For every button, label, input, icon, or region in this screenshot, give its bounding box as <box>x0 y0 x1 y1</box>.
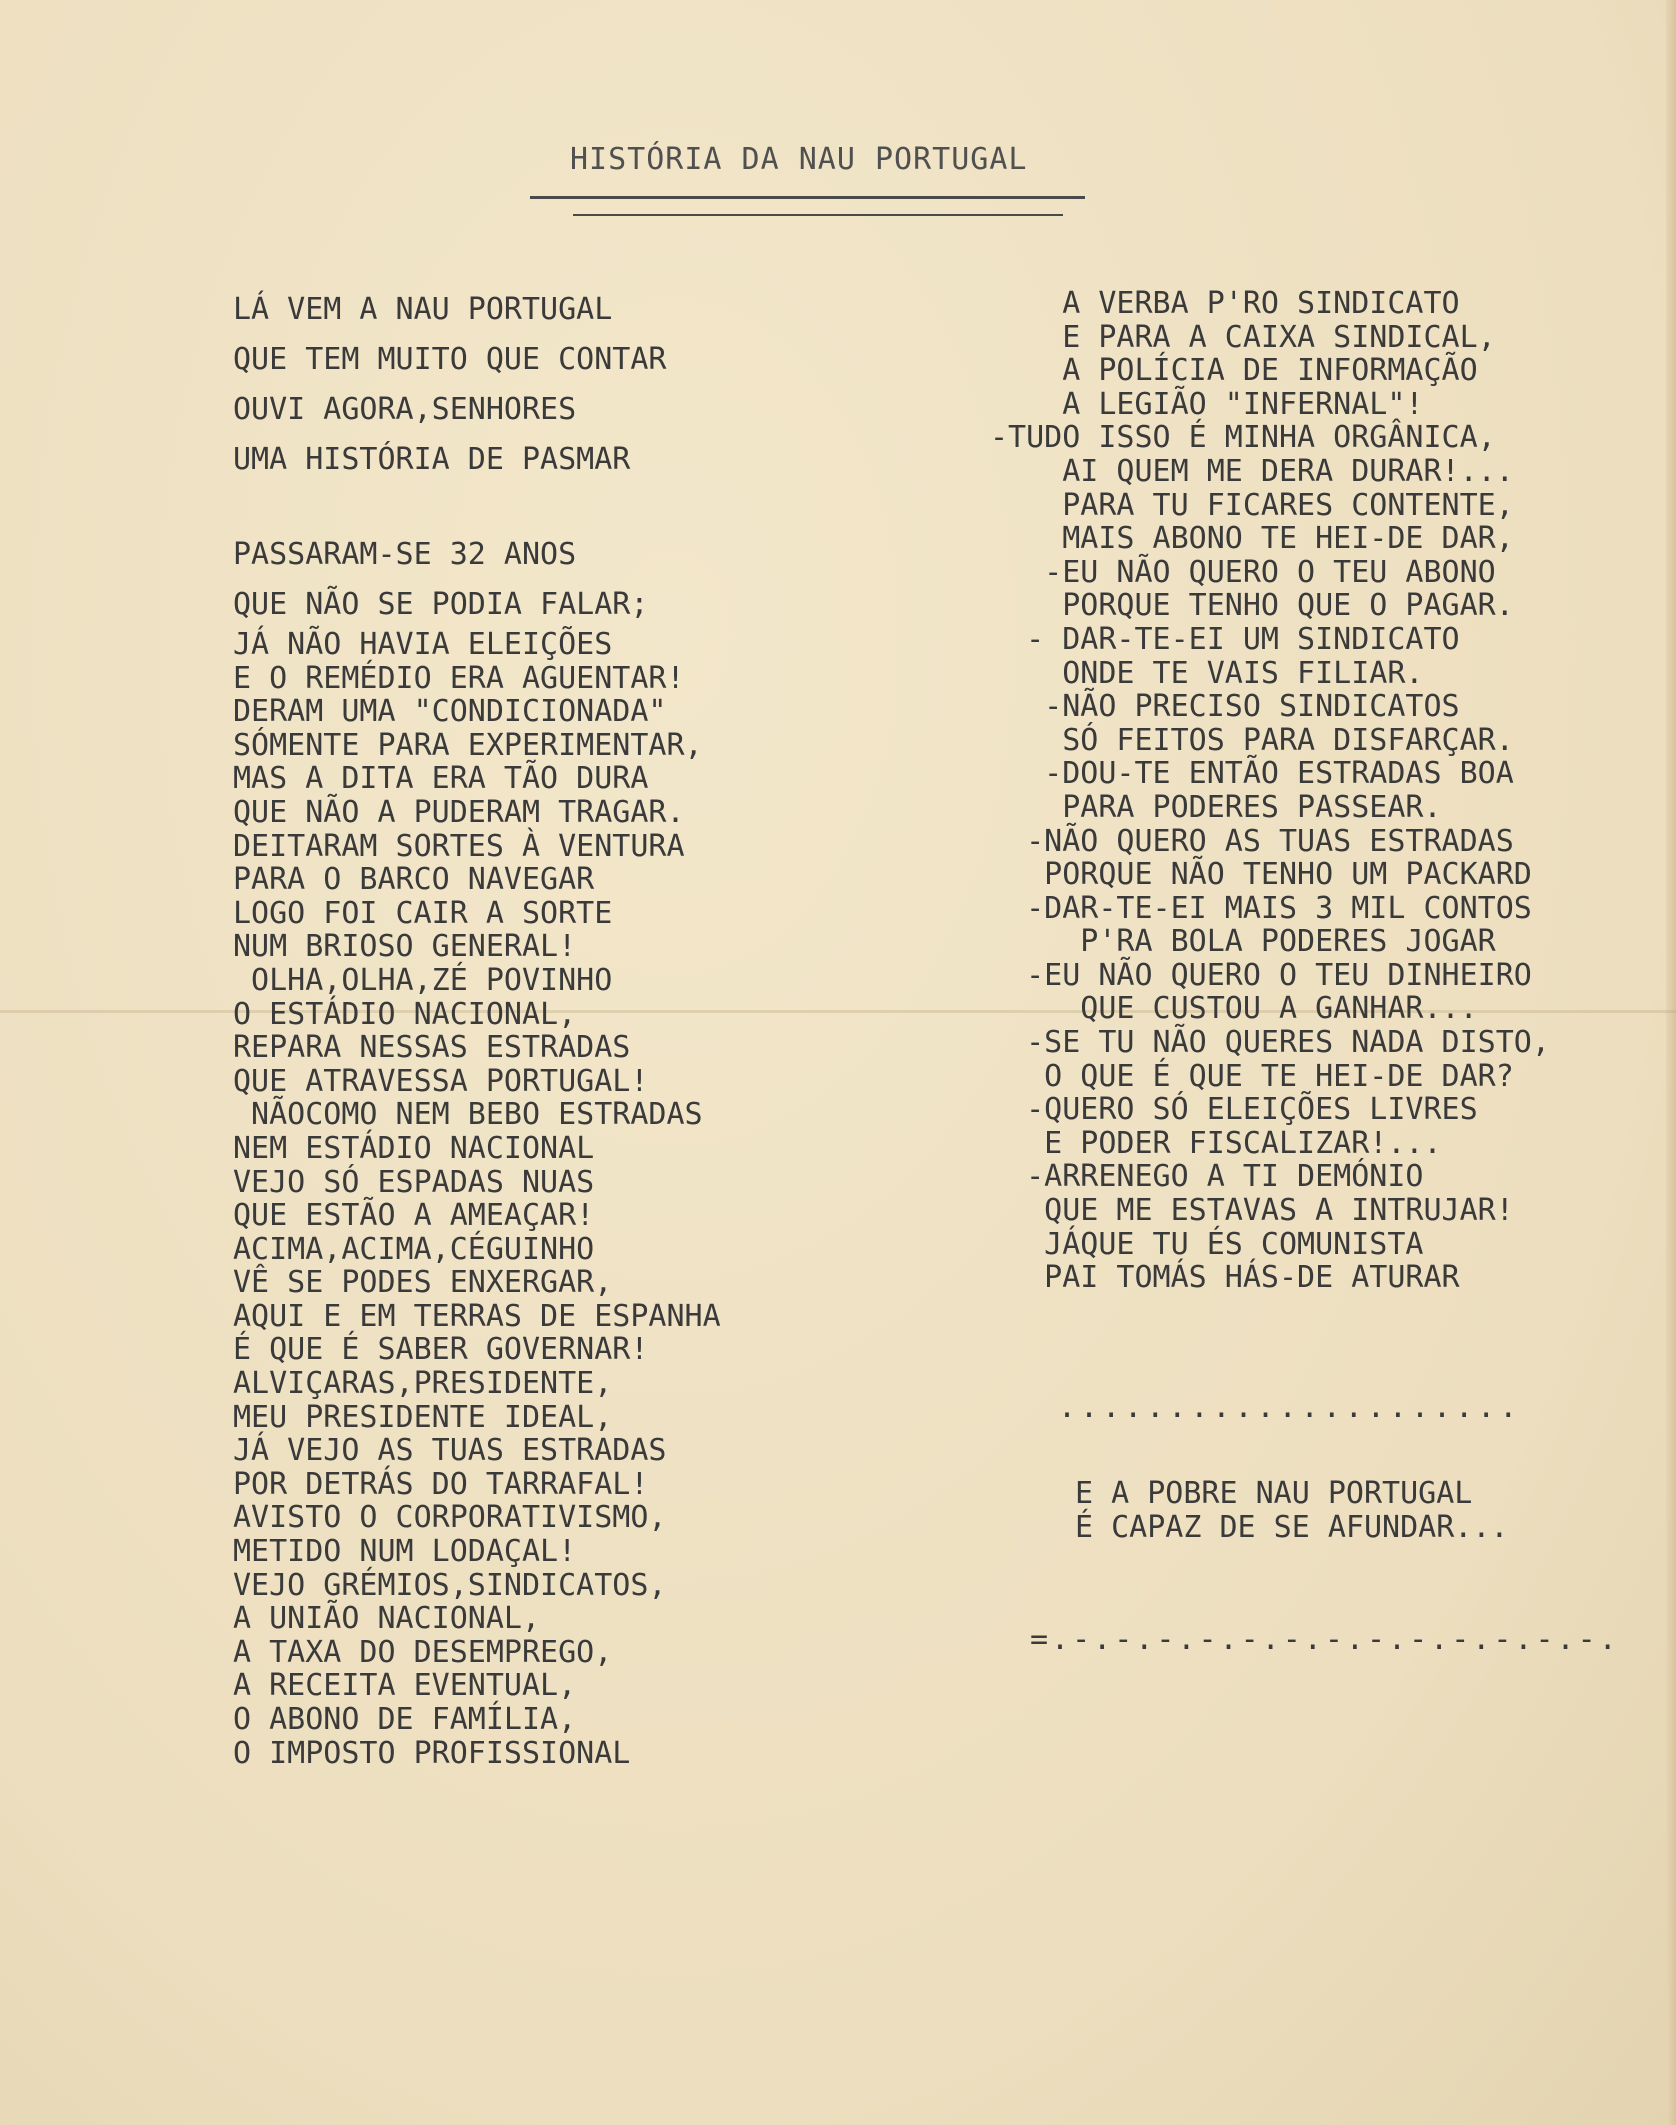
verse-line: QUE CUSTOU A GANHAR... <box>990 991 1478 1027</box>
verse-line: -NÃO QUERO AS TUAS ESTRADAS <box>990 823 1514 859</box>
verse-line: PARA TU FICARES CONTENTE, <box>990 487 1514 523</box>
verse-line: A VERBA P'RO SINDICATO <box>990 286 1460 321</box>
verse-line: NÃOCOMO NEM BEBO ESTRADAS <box>233 1097 703 1133</box>
verse-line: SÓMENTE PARA EXPERIMENTAR, <box>233 727 703 763</box>
verse-line: OUVI AGORA,SENHORES <box>233 392 577 427</box>
verse-line: NEM ESTÁDIO NACIONAL <box>233 1130 595 1166</box>
verse-line: -SE TU NÃO QUERES NADA DISTO, <box>990 1025 1550 1061</box>
verse-line: JÁ VEJO AS TUAS ESTRADAS <box>233 1433 667 1469</box>
verse-line: O ABONO DE FAMÍLIA, <box>233 1702 577 1737</box>
verse-line: OLHA,OLHA,ZÉ POVINHO <box>233 962 613 998</box>
closing-stanza <box>1075 1477 1508 1545</box>
verse-line: E PARA A CAIXA SINDICAL, <box>990 319 1496 355</box>
verse-line: -NÃO PRECISO SINDICATOS <box>990 689 1460 725</box>
verse-line: E O REMÉDIO ERA AGUENTAR! <box>233 660 685 696</box>
verse-line: O IMPOSTO PROFISSIONAL <box>233 1735 631 1771</box>
verse-line: O QUE É QUE TE HEI-DE DAR? <box>990 1058 1514 1094</box>
stanza-opening <box>233 285 666 485</box>
stanza-second <box>233 530 648 630</box>
verse-line: O ESTÁDIO NACIONAL, <box>233 996 577 1032</box>
verse-line: MAS A DITA ERA TÃO DURA <box>233 761 649 797</box>
verse-line: AI QUEM ME DERA DURAR!... <box>990 453 1514 489</box>
verse-line: QUE NÃO A PUDERAM TRAGAR. <box>233 794 685 830</box>
verse-line: METIDO NUM LODAÇAL! <box>233 1534 577 1570</box>
title-underline <box>530 196 1085 199</box>
verse-line: -ARRENEGO A TI DEMÓNIO <box>990 1159 1424 1195</box>
verse-line: REPARA NESSAS ESTRADAS <box>233 1030 631 1066</box>
verse-line: E A POBRE NAU PORTUGAL <box>1075 1476 1473 1511</box>
verse-line: ALVIÇARAS,PRESIDENTE, <box>233 1366 613 1402</box>
verse-line: PASSARAM-SE 32 ANOS <box>233 537 577 572</box>
verse-line: JÁQUE TU ÉS COMUNISTA <box>990 1226 1424 1262</box>
verse-line: QUE NÃO SE PODIA FALAR; <box>233 587 649 622</box>
verse-line: POR DETRÁS DO TARRAFAL! <box>233 1466 649 1502</box>
verse-line: ACIMA,ACIMA,CÉGUINHO <box>233 1231 595 1267</box>
verse-line: DERAM UMA "CONDICIONADA" <box>233 694 667 730</box>
title-double-underline <box>573 214 1063 216</box>
verse-line: -EU NÃO QUERO O TEU ABONO <box>990 554 1496 590</box>
verse-line: UMA HISTÓRIA DE PASMAR <box>233 442 631 477</box>
verse-line: -EU NÃO QUERO O TEU DINHEIRO <box>990 957 1532 993</box>
verse-line: QUE ATRAVESSA PORTUGAL! <box>233 1063 649 1099</box>
paper-edge <box>1666 0 1676 2125</box>
verse-line: -DAR-TE-EI MAIS 3 MIL CONTOS <box>990 890 1532 926</box>
verse-line: PARA PODERES PASSEAR. <box>990 789 1442 825</box>
verse-line: -QUERO SÓ ELEIÇÕES LIVRES <box>990 1092 1478 1128</box>
verse-line: QUE ESTÃO A AMEAÇAR! <box>233 1198 595 1234</box>
right-column-verses <box>990 287 1550 1295</box>
verse-line: P'RA BOLA PODERES JOGAR <box>990 924 1496 960</box>
verse-line: E PODER FISCALIZAR!... <box>990 1125 1442 1161</box>
verse-line: SÓ FEITOS PARA DISFARÇAR. <box>990 722 1514 758</box>
verse-line: VEJO SÓ ESPADAS NUAS <box>233 1164 595 1200</box>
verse-line: AVISTO O CORPORATIVISMO, <box>233 1500 667 1536</box>
verse-line: -DOU-TE ENTÃO ESTRADAS BOA <box>990 756 1514 792</box>
verse-line: QUE ME ESTAVAS A INTRUJAR! <box>990 1193 1514 1229</box>
verse-line: ONDE TE VAIS FILIAR. <box>990 655 1424 691</box>
verse-line: -TUDO ISSO É MINHA ORGÂNICA, <box>990 420 1496 456</box>
verse-line: A TAXA DO DESEMPREGO, <box>233 1634 613 1670</box>
verse-line: A RECEITA EVENTUAL, <box>233 1668 577 1704</box>
verse-line: VÊ SE PODES ENXERGAR, <box>233 1265 613 1301</box>
verse-line: - DAR-TE-EI UM SINDICATO <box>990 621 1460 657</box>
verse-line: AQUI E EM TERRAS DE ESPANHA <box>233 1298 721 1334</box>
verse-line: A POLÍCIA DE INFORMAÇÃO <box>990 353 1478 389</box>
dotted-separator: ..................... <box>1058 1390 1522 1425</box>
verse-line: PORQUE NÃO TENHO UM PACKARD <box>990 857 1532 893</box>
verse-line: A UNIÃO NACIONAL, <box>233 1601 541 1637</box>
verse-line: A LEGIÃO "INFERNAL"! <box>990 386 1424 422</box>
verse-line: LOGO FOI CAIR A SORTE <box>233 895 613 931</box>
verse-line: É QUE É SABER GOVERNAR! <box>233 1332 649 1368</box>
final-dashed-rule: =.-.-.-.-.-.-.-.-.-.-.-.-.-. <box>1030 1622 1620 1657</box>
verse-line: NUM BRIOSO GENERAL! <box>233 929 577 965</box>
verse-line: PAI TOMÁS HÁS-DE ATURAR <box>990 1260 1460 1296</box>
verse-line: DEITARAM SORTES À VENTURA <box>233 828 685 864</box>
verse-line: MEU PRESIDENTE IDEAL, <box>233 1399 613 1435</box>
verse-line: PORQUE TENHO QUE O PAGAR. <box>990 588 1514 624</box>
verse-line: PARA O BARCO NAVEGAR <box>233 862 595 898</box>
document-title: HISTÓRIA DA NAU PORTUGAL <box>570 142 1028 177</box>
left-column-verses <box>233 628 721 1770</box>
verse-line: É CAPAZ DE SE AFUNDAR... <box>1075 1510 1509 1545</box>
verse-line: JÁ NÃO HAVIA ELEIÇÕES <box>233 627 613 662</box>
verse-line: QUE TEM MUITO QUE CONTAR <box>233 342 667 377</box>
verse-line: LÁ VEM A NAU PORTUGAL <box>233 292 613 327</box>
verse-line: VEJO GRÉMIOS,SINDICATOS, <box>233 1567 667 1603</box>
verse-line: MAIS ABONO TE HEI-DE DAR, <box>990 521 1514 557</box>
